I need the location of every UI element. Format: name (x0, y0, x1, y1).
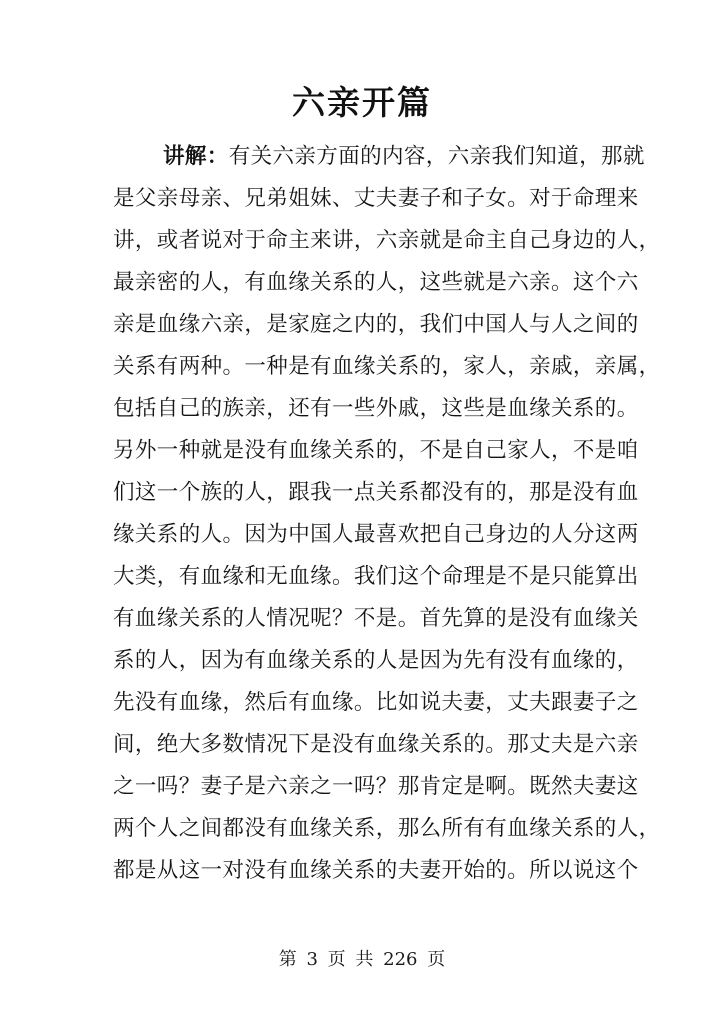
paragraph-line: 有血缘关系的人情况呢？不是。首先算的是没有血缘关 (113, 606, 639, 631)
paragraph-line: 缘关系的人。因为中国人最喜欢把自己身边的人分这两 (113, 522, 639, 547)
paragraph-line: 最亲密的人，有血缘关系的人，这些就是六亲。这个六 (113, 270, 639, 295)
paragraph-line: 亲是血缘六亲，是家庭之内的，我们中国人与人之间的 (113, 312, 639, 337)
paragraph-line: 们这一个族的人，跟我一点关系都没有的，那是没有血 (113, 480, 639, 505)
paragraph-line: 都是从这一对没有血缘关系的夫妻开始的。所以说这个 (113, 858, 639, 883)
paragraph-line: 大类，有血缘和无血缘。我们这个命理是不是只能算出 (113, 564, 639, 589)
paragraph-line: 系的人，因为有血缘关系的人是因为先有没有血缘的， (113, 648, 639, 673)
paragraph-line: 讲，或者说对于命主来讲，六亲就是命主自己身边的人， (113, 228, 661, 253)
body-text (113, 136, 661, 892)
paragraph-line: 之一吗？妻子是六亲之一吗？那肯定是啊。既然夫妻这 (113, 774, 639, 799)
paragraph-line (113, 136, 645, 178)
paragraph-line: 包括自己的族亲，还有一些外戚，这些是血缘关系的。 (113, 396, 639, 421)
paragraph-line: 另外一种就是没有血缘关系的，不是自己家人，不是咱 (113, 438, 639, 463)
paragraph-line: 关系有两种。一种是有血缘关系的，家人，亲戚，亲属， (113, 354, 661, 379)
paragraph-line: 两个人之间都没有血缘关系，那么所有有血缘关系的人， (113, 816, 661, 841)
lecture-label: 讲解： (163, 144, 229, 169)
paragraph-line: 是父亲母亲、兄弟姐妹、丈夫妻子和子女。对于命理来 (113, 186, 639, 211)
line-text: 有关六亲方面的内容，六亲我们知道，那就 (228, 144, 645, 169)
paragraph-line: 间，绝大多数情况下是没有血缘关系的。那丈夫是六亲 (113, 732, 639, 757)
paragraph-line: 先没有血缘，然后有血缘。比如说夫妻，丈夫跟妻子之 (113, 690, 639, 715)
page-number-footer: 第 3 页 共 226 页 (278, 949, 446, 970)
page-title: 六亲开篇 (292, 83, 432, 122)
